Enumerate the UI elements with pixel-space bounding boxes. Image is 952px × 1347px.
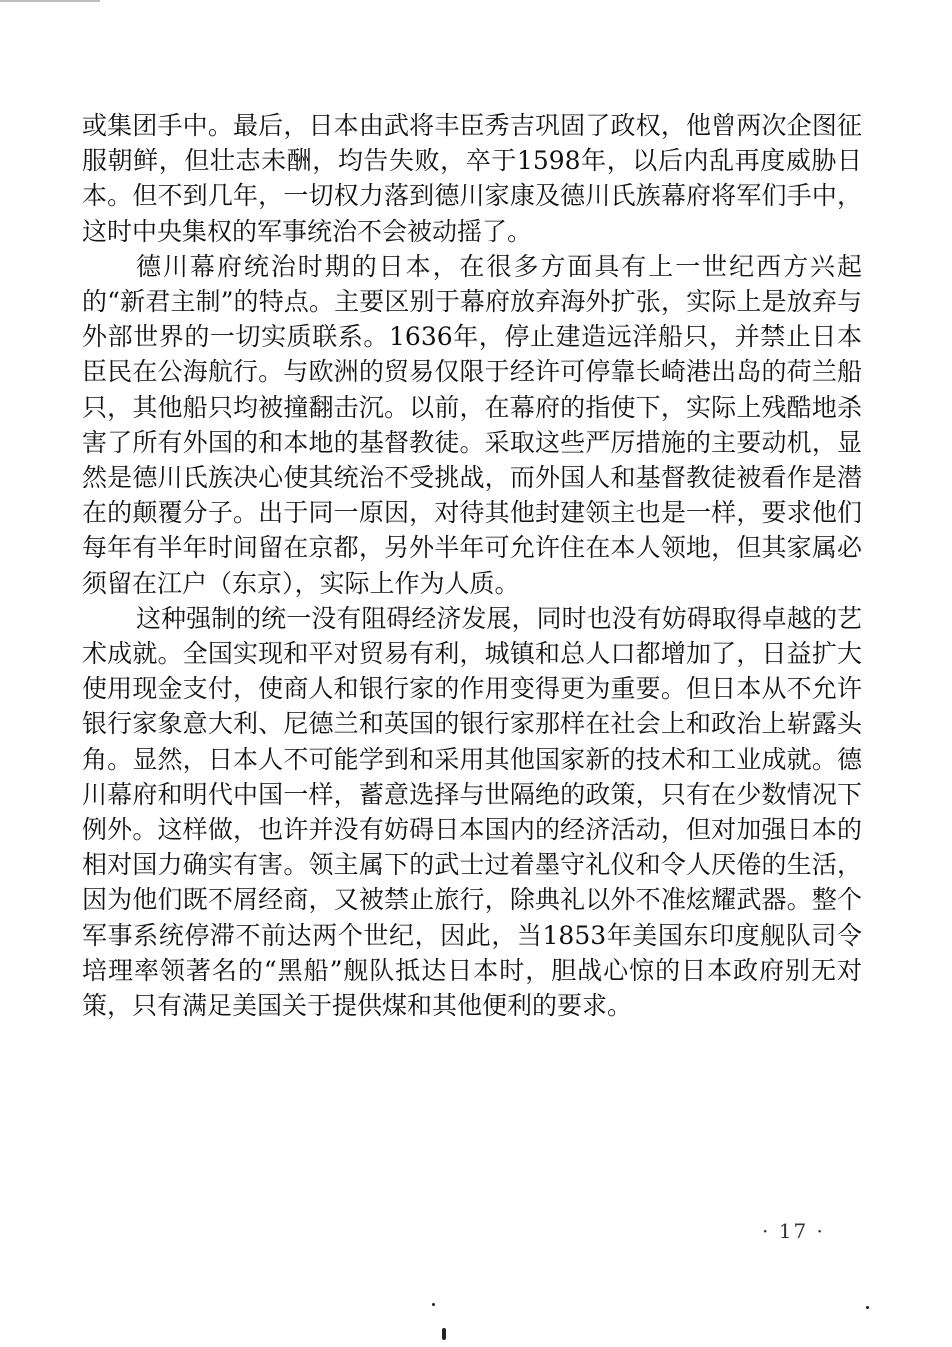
page-body <box>82 108 862 1023</box>
scan-speck <box>432 1303 435 1306</box>
scan-speck <box>442 1328 446 1340</box>
scan-speck <box>866 1306 869 1309</box>
paragraph-1: 或集团手中。最后，日本由武将丰臣秀吉巩固了政权，他曾两次企图征服朝鲜，但壮志未酬，均告失败，卒于1598年，以后内乱再度威胁日本。但不到几年，一切权力落到德川家康及德川氏族幕府将军们手中，这时中央集权的军事统治不会被动摇了。 <box>82 111 862 246</box>
scan-edge-rule <box>0 0 100 2</box>
paragraph-3: 这种强制的统一没有阻碍经济发展，同时也没有妨碍取得卓越的艺术成就。全国实现和平对贸易有利，城镇和总人口都增加了，日益扩大使用现金支付，使商人和银行家的作用变得更为重要。但日本从不允许银行家象意大利、尼德兰和英国的银行家那样在社会上和政治上崭露头角。显然，日本人不可能学到和采用其他国家新的技术和工业成就。德川幕府和明代中国一样，蓄意选择与世隔绝的政策，只有在少数情况下例外。这样做，也许并没有妨碍日本国内的经济活动，但对加强日本的相对国力确实有害。领主属下的武士过着墨守礼仪和令人厌倦的生活，因为他们既不屑经商，又被禁止旅行，除典礼以外不准炫耀武器。整个军事系统停滞不前达两个世纪，因此，当1853年美国东印度舰队司令培理率领著名的“黑船”舰队抵达日本时，胆战心惊的日本政府别无对策，只有满足美国关于提供煤和其他便利的要求。 <box>82 603 862 1021</box>
paragraph-2: 德川幕府统治时期的日本，在很多方面具有上一世纪西方兴起的“新君主制”的特点。主要区别于幕府放弃海外扩张，实际上是放弃与外部世界的一切实质联系。1636年，停止建造远洋船只，并禁止日本臣民在公海航行。与欧洲的贸易仅限于经许可停靠长崎港出岛的荷兰船只，其他船只均被撞翻击沉。以前，在幕府的指使下，实际上残酷地杀害了所有外国的和本地的基督教徒。采取这些严厉措施的主要动机，显然是德川氏族决心使其统治不受挑战，而外国人和基督教徒被看作是潜在的颠覆分子。出于同一原因，对待其他封建领主也是一样，要求他们每年有半年时间留在京都，另外半年可允许住在本人领地，但其家属必须留在江户（东京），实际上作为人质。 <box>82 251 862 598</box>
page-number: · 17 · <box>762 1219 825 1243</box>
